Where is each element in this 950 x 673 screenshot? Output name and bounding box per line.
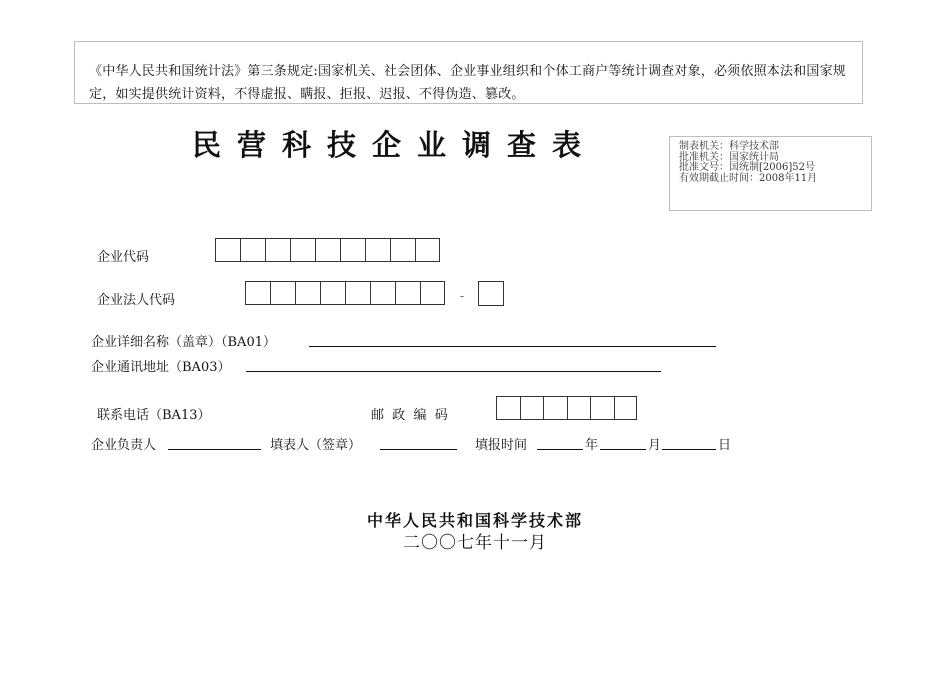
issuing-organization: 中华人民共和国科学技术部 (366, 511, 583, 530)
legal-code-dash: - (460, 289, 465, 303)
fill-time-label: 填报时间 (475, 438, 528, 453)
full-name-line[interactable] (309, 346, 716, 347)
postal-digit-box[interactable] (590, 396, 614, 420)
authority-line: 制表机关：科学技术部 (679, 141, 779, 152)
address-line[interactable] (246, 371, 661, 372)
full-name-label: 企业详细名称（盖章）（BA01） (91, 335, 276, 350)
authority-box (669, 136, 872, 211)
code-digit-box[interactable] (395, 281, 420, 305)
fill-month-line[interactable] (600, 449, 646, 450)
postal-digit-box[interactable] (543, 396, 567, 420)
code-digit-box[interactable] (345, 281, 370, 305)
code-digit-box[interactable] (270, 281, 295, 305)
fill-day-line[interactable] (662, 449, 716, 450)
day-label: 日 (718, 438, 732, 453)
code-digit-box[interactable] (420, 281, 445, 305)
issue-date: 二〇〇七年十一月 (403, 533, 547, 553)
filler-label: 填表人（签章） (270, 438, 362, 453)
postal-code-label: 邮 政 编 码 (371, 408, 448, 423)
filler-line[interactable] (380, 449, 457, 450)
postal-digit-box[interactable] (520, 396, 544, 420)
year-label: 年 (585, 438, 599, 453)
form-title: 民营科技企业调查表 (192, 128, 598, 162)
code-digit-box[interactable] (340, 238, 365, 262)
code-digit-box[interactable] (295, 281, 320, 305)
month-label: 月 (648, 438, 662, 453)
code-digit-box[interactable] (240, 238, 265, 262)
authority-line: 批准机关：国家统计局 (679, 151, 779, 163)
postal-code-boxes[interactable] (496, 396, 637, 420)
postal-digit-box[interactable] (614, 396, 638, 420)
legal-code-boxes[interactable] (245, 281, 445, 305)
check-digit-box[interactable] (478, 281, 504, 306)
legal-notice: 《中华人民共和国统计法》第三条规定:国家机关、社会团体、企业事业组织和个体工商户等统计调查对象，必须依照本法和国家规定，如实提供统计资料，不得虚报、瞒报、拒报、迟报、不得伪造、篡改。 (74, 41, 863, 104)
code-digit-box[interactable] (265, 238, 290, 262)
code-digit-box[interactable] (290, 238, 315, 262)
enterprise-code-label: 企业代码 (97, 250, 150, 265)
authority-line: 有效期截止时间：2008年11月 (679, 172, 818, 184)
authority-line: 批准文号：国统制[2006]52号 (679, 162, 815, 173)
code-digit-box[interactable] (215, 238, 240, 262)
code-digit-box[interactable] (365, 238, 390, 262)
address-label: 企业通讯地址（BA03） (91, 360, 231, 375)
postal-digit-box[interactable] (567, 396, 591, 420)
legal-code-label: 企业法人代码 (97, 293, 176, 308)
manager-label: 企业负责人 (91, 438, 157, 453)
code-digit-box[interactable] (320, 281, 345, 305)
code-digit-box[interactable] (315, 238, 340, 262)
enterprise-code-boxes[interactable] (215, 238, 440, 262)
code-digit-box[interactable] (415, 238, 440, 262)
code-digit-box[interactable] (245, 281, 270, 305)
manager-line[interactable] (168, 449, 261, 450)
phone-label: 联系电话（BA13） (97, 408, 211, 423)
fill-year-line[interactable] (537, 449, 583, 450)
code-digit-box[interactable] (390, 238, 415, 262)
code-digit-box[interactable] (370, 281, 395, 305)
postal-digit-box[interactable] (496, 396, 520, 420)
